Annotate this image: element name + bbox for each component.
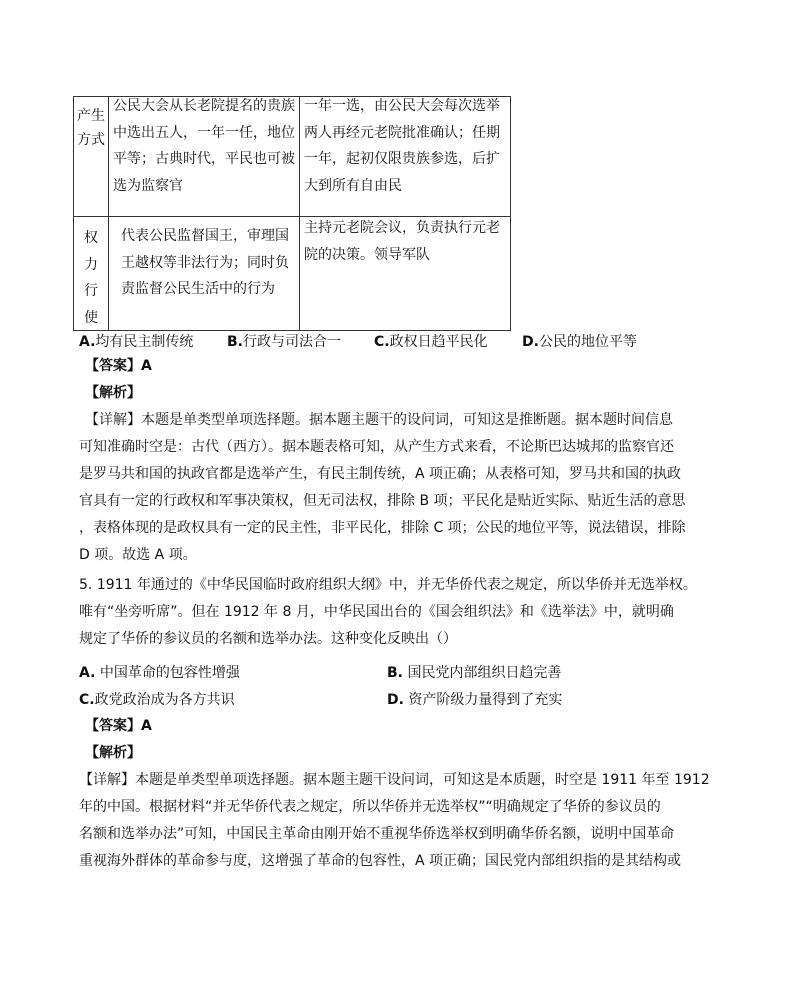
- q5-option-b: [387, 662, 561, 682]
- detail-line: 年的中国。根据材料“并无华侨代表之规定，所以华侨并无选举权”“明确规定了华侨的参议员的: [79, 799, 661, 815]
- cell-line: 选为监察官: [113, 177, 183, 194]
- detail-line: 重视海外群体的革命参与度，这增强了革命的包容性，A 项正确；国民党内部组织指的是其结构或: [79, 853, 682, 869]
- q5-solution: [79, 713, 710, 875]
- row-header-line: 使: [84, 309, 98, 326]
- table-row-production: [74, 97, 511, 217]
- cell-line: 两人再经元老院批准确认；任期: [304, 124, 500, 141]
- answer-line: 【答案】A: [85, 358, 152, 374]
- cell-consul-production: [300, 97, 511, 217]
- option-text: 政权日趋平民化: [389, 334, 488, 350]
- cell-censor-production: [109, 97, 300, 217]
- detail-line: 名额和选举办法”可知，中国民主革命由刚开始不重视华侨选举权到明确华侨名额，说明中国革命: [79, 826, 675, 842]
- row-header-power: [74, 217, 109, 331]
- q4-solution: [79, 353, 686, 569]
- answer-line: 【答案】A: [85, 718, 152, 734]
- row-header-line: 方式: [77, 131, 105, 148]
- q5-option-d: [387, 689, 562, 709]
- option-text: 行政与司法合一: [243, 334, 341, 350]
- stem-line: 规定了华侨的参议员的名额和选举办法。这种变化反映出（）: [79, 631, 457, 647]
- cell-consul-power: [300, 217, 511, 331]
- q5-stem: [79, 572, 697, 653]
- option-label: B.: [387, 665, 403, 681]
- option-text: 公民的地位平等: [538, 334, 637, 350]
- table-row-power: [74, 217, 511, 331]
- option-text: 中国革命的包容性增强: [99, 665, 240, 681]
- option-label: C.: [79, 692, 95, 708]
- option-label: A.: [79, 334, 96, 350]
- cell-line: 责监督公民生活中的行为: [121, 281, 275, 297]
- option-label: D.: [522, 334, 539, 350]
- detail-line: D 项。故选 A 项。: [79, 547, 197, 563]
- cell-line: 一年一选，由公民大会每次选举: [304, 98, 500, 114]
- detail-line: 【详解】本题是单类型单项选择题。据本题主题干的设问词，可知这是推断题。据本题时间信息: [85, 412, 673, 428]
- cell-line: 院的决策。领导军队: [304, 246, 430, 263]
- option-text: 政党政治成为各方共识: [94, 692, 235, 708]
- option-label: A.: [79, 665, 96, 681]
- q5-option-c: [79, 689, 235, 709]
- detail-line: 官具有一定的行政权和军事决策权，但无司法权，排除 B 项；平民化是贴近实际、贴近生活的意思: [79, 493, 686, 509]
- cell-line: 大到所有自由民: [304, 177, 402, 194]
- cell-censor-power: [109, 217, 300, 331]
- option-text: 资产阶级力量得到了充实: [408, 692, 563, 708]
- q4-option-a: [79, 331, 193, 351]
- analysis-heading: 【解析】: [85, 745, 141, 761]
- cell-line: 主持元老院会议，负责执行元老: [304, 220, 500, 236]
- q4-option-b: [227, 331, 341, 351]
- cell-line: 代表公民监督国王，审理国: [121, 228, 289, 244]
- cell-line: 中选出五人，一年一任，地位: [113, 124, 295, 141]
- cell-line: 王越权等非法行为；同时负: [121, 254, 289, 271]
- q4-option-c: [374, 331, 488, 351]
- row-header-line: 权: [84, 230, 98, 246]
- detail-line: 【详解】本题是单类型单项选择题。据本题主题干设问词，可知这是本质题，时空是 1911 年至 1912: [79, 772, 710, 788]
- row-header-production: [74, 97, 109, 217]
- cell-line: 公民大会从长老院提名的贵族: [113, 98, 295, 114]
- cell-line: 一年，起初仅限贵族参选，后扩: [304, 151, 500, 167]
- stem-line: 5. 1911 年通过的《中华民国临时政府组织大纲》中，并无华侨代表之规定，所以华侨并无选举权。: [79, 577, 697, 593]
- comparison-table: [73, 96, 511, 331]
- row-header-line: 力: [84, 256, 98, 273]
- option-label: B.: [227, 334, 243, 350]
- detail-line: 是罗马共和国的执政官都是选举产生，有民主制传统，A 项正确；从表格可知，罗马共和国的执政: [79, 466, 682, 482]
- option-label: C.: [374, 334, 390, 350]
- q5-option-a: [79, 662, 240, 682]
- option-label: D.: [387, 692, 404, 708]
- cell-line: 平等；古典时代，平民也可被: [113, 151, 295, 167]
- analysis-heading: 【解析】: [85, 385, 141, 401]
- stem-line: 唯有“坐旁听席”。但在 1912 年 8 月，中华民国出台的《国会组织法》和《选举法》中，就明确: [79, 604, 674, 620]
- detail-line: 可知准确时空是：古代（西方）。据本题表格可知，从产生方式来看，不论斯巴达城邦的监察官还: [79, 439, 674, 455]
- option-text: 均有民主制传统: [95, 334, 194, 350]
- row-header-line: 行: [84, 283, 98, 299]
- option-text: 国民党内部组织日趋完善: [407, 665, 562, 681]
- q4-option-d: [522, 331, 637, 351]
- row-header-line: 产生: [77, 108, 105, 124]
- detail-line: ，表格体现的是政权具有一定的民主性，非平民化，排除 C 项；公民的地位平等，说法错误，排除: [79, 520, 686, 536]
